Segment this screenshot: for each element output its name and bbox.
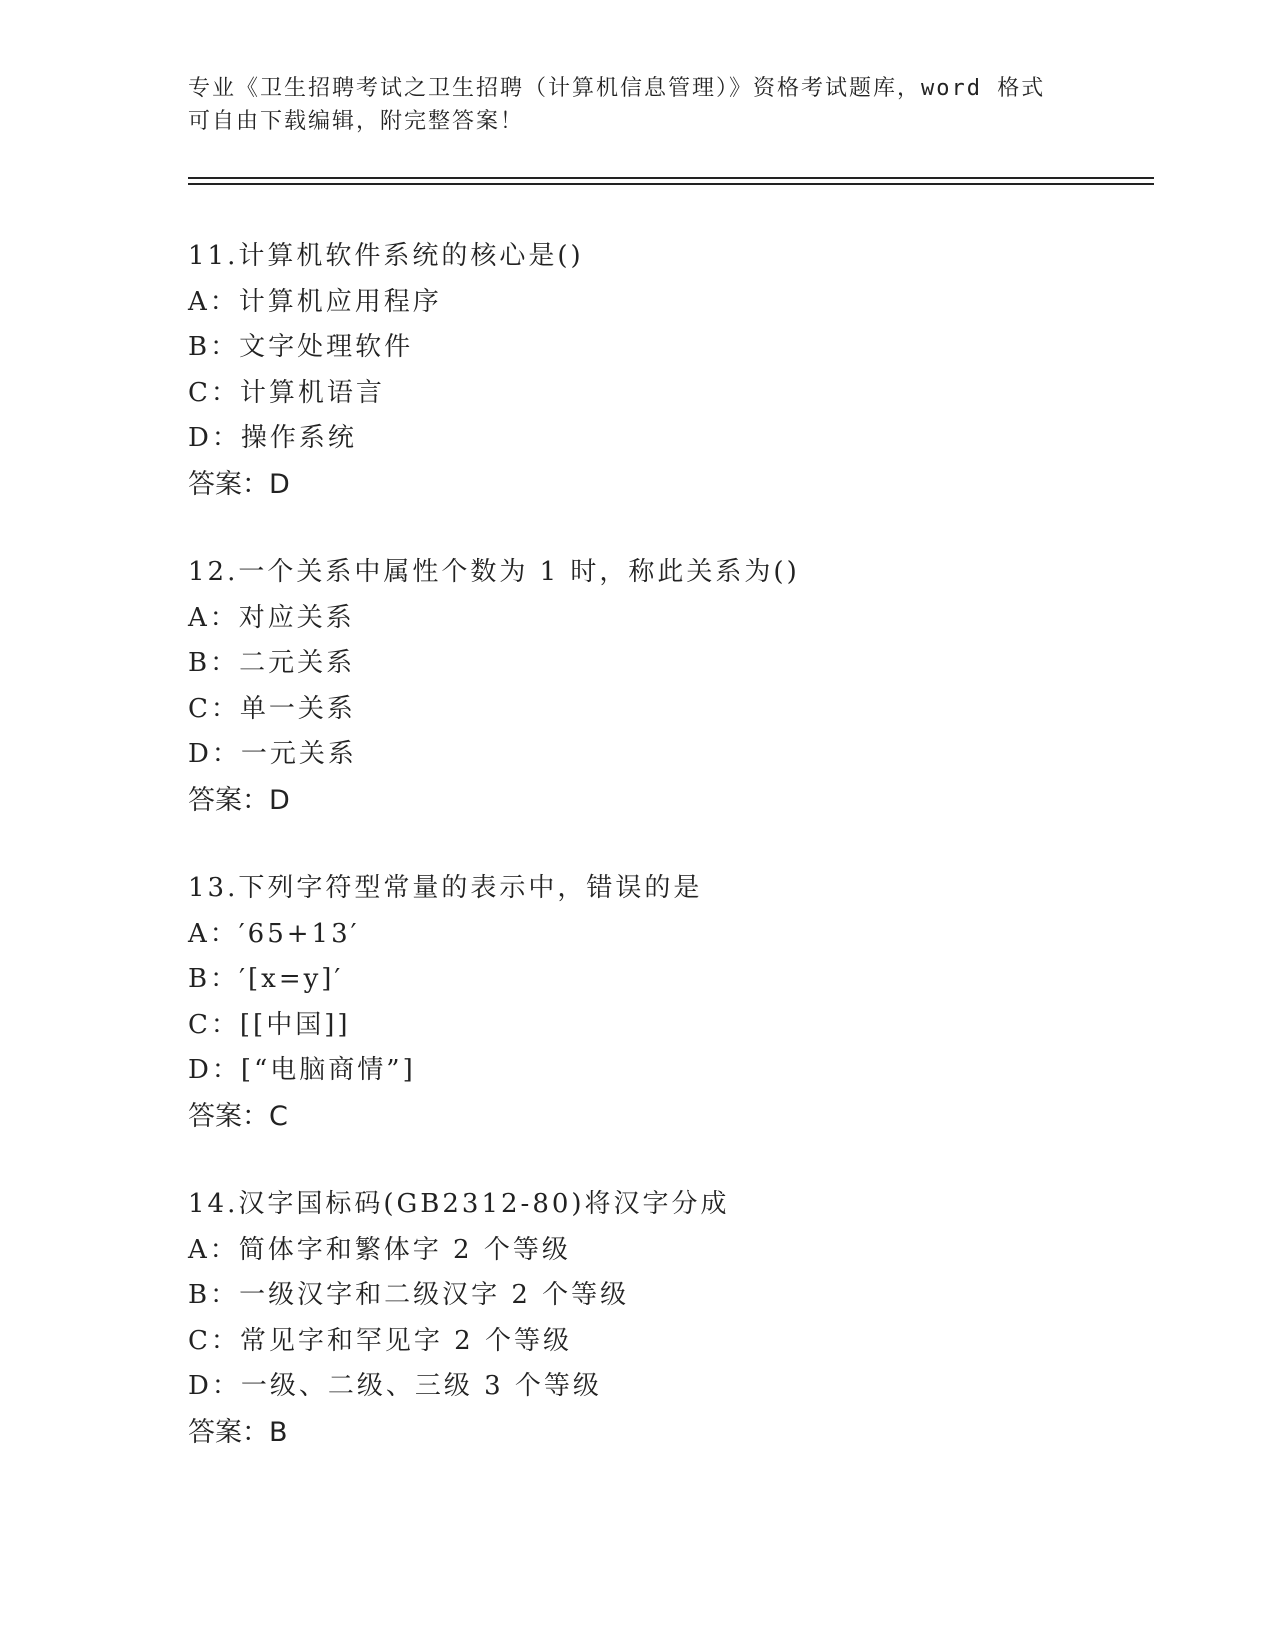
- question-stem: 13.下列字符型常量的表示中，错误的是: [188, 873, 703, 903]
- option-key: A：: [188, 1234, 239, 1265]
- option-b: [188, 325, 1148, 371]
- option-key: B：: [188, 648, 240, 678]
- question-item: [188, 234, 1148, 507]
- question-item: [188, 550, 1148, 823]
- answer-value: D: [269, 784, 290, 816]
- answer-value: C: [269, 1100, 288, 1132]
- question-stem: 12.一个关系中属性个数为 1 时，称此关系为(): [188, 557, 800, 587]
- option-text: 文字处理软件: [239, 332, 414, 362]
- option-key: C：: [188, 1009, 240, 1040]
- option-key: A：: [188, 286, 239, 317]
- option-text: [“电脑商情”]: [240, 1055, 416, 1085]
- option-d: [188, 1048, 1148, 1094]
- option-d: [188, 732, 1148, 778]
- answer-label: 答案：: [188, 1100, 269, 1132]
- option-text: 常见字和罕见字 2 个等级: [239, 1325, 572, 1356]
- option-key: A：: [188, 918, 239, 949]
- document-header: [188, 72, 1088, 138]
- option-text: ′[x=y]′: [239, 964, 344, 994]
- answer-label: 答案：: [188, 468, 269, 500]
- option-key: D：: [188, 1371, 241, 1401]
- option-key: D：: [188, 1055, 241, 1085]
- option-text: ′65+13′: [238, 918, 360, 949]
- option-key: D：: [188, 423, 241, 453]
- option-c: [188, 1319, 1148, 1365]
- answer: [188, 778, 1148, 824]
- header-line-2: 可自由下载编辑，附完整答案！: [188, 109, 525, 134]
- question-item: [188, 866, 1148, 1139]
- option-b: [188, 1273, 1148, 1319]
- answer: [188, 1410, 1148, 1456]
- option-text: 二元关系: [239, 648, 356, 678]
- question-stem: 14.汉字国标码(GB2312-80)将汉字分成: [188, 1189, 730, 1219]
- option-text: 简体字和繁体字 2 个等级: [238, 1234, 571, 1265]
- header-line-1: 专业《卫生招聘考试之卫生招聘（计算机信息管理）》资格考试题库，word 格式: [188, 76, 1046, 101]
- option-key: C：: [188, 377, 240, 408]
- answer-value: D: [269, 468, 290, 500]
- answer: [188, 1094, 1148, 1140]
- option-key: B：: [188, 1280, 240, 1310]
- option-text: 计算机语言: [239, 377, 385, 408]
- option-text: 对应关系: [238, 602, 355, 633]
- option-d: [188, 416, 1148, 462]
- option-c: [188, 1003, 1148, 1049]
- option-key: B：: [188, 964, 240, 994]
- option-key: D：: [188, 739, 241, 769]
- option-text: [[中国]]: [239, 1009, 351, 1040]
- question-list: [188, 234, 1148, 1498]
- answer-label: 答案：: [188, 784, 269, 816]
- header-divider-top: [188, 177, 1154, 179]
- option-key: C：: [188, 1325, 240, 1356]
- option-a: [188, 1228, 1148, 1274]
- option-text: 一级汉字和二级汉字 2 个等级: [239, 1280, 630, 1310]
- option-b: [188, 641, 1148, 687]
- option-d: [188, 1364, 1148, 1410]
- header-divider-bottom: [188, 183, 1154, 185]
- answer-value: B: [269, 1416, 288, 1448]
- option-text: 一元关系: [240, 739, 357, 769]
- answer: [188, 462, 1148, 508]
- option-a: [188, 280, 1148, 326]
- option-key: C：: [188, 693, 240, 724]
- option-key: B：: [188, 332, 240, 362]
- option-text: 单一关系: [239, 693, 356, 724]
- option-key: A：: [188, 602, 239, 633]
- answer-label: 答案：: [188, 1416, 269, 1448]
- question-item: [188, 1182, 1148, 1455]
- option-a: [188, 596, 1148, 642]
- option-text: 一级、二级、三级 3 个等级: [240, 1371, 602, 1401]
- option-a: [188, 912, 1148, 958]
- option-b: [188, 957, 1148, 1003]
- option-text: 操作系统: [240, 423, 357, 453]
- option-c: [188, 687, 1148, 733]
- option-text: 计算机应用程序: [238, 286, 442, 317]
- question-stem: 11.计算机软件系统的核心是(): [188, 241, 584, 271]
- option-c: [188, 371, 1148, 417]
